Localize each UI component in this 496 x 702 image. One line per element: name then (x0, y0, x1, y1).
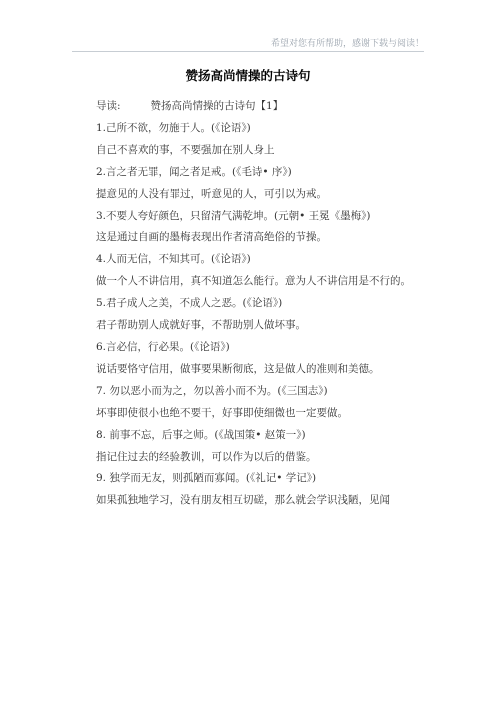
body-line-13: 7. 勿以恶小而为之，勿以善小而不为。(《三国志》) (96, 384, 328, 397)
body-line-1: 1.己所不欲，勿施于人。(《论语》) (96, 121, 251, 134)
body-line-2: 自己不喜欢的事，不要强加在别人身上 (96, 143, 275, 156)
body-line-17: 9. 独学而无友，则孤陋而寡闻。(《礼记• 学记》) (96, 472, 317, 485)
body-line-9: 5.君子成人之美，不成人之恶。(《论语》) (96, 297, 283, 310)
document-body (96, 96, 432, 512)
body-line-15: 8. 前事不忘，后事之师。(《战国策• 赵策一》) (96, 428, 306, 441)
body-line-5: 3.不要人夸好颜色，只留清气满乾坤。(元朝• 王冕《墨梅》) (96, 209, 371, 222)
document-title: 赞扬高尚情操的古诗句 (185, 68, 311, 83)
header-divider (72, 51, 424, 52)
lead-paragraph (96, 96, 432, 118)
header-note: 希望对您有所帮助，感谢下载与阅读！ (270, 39, 424, 49)
lead-text: 赞扬高尚情操的古诗句【1】 (150, 100, 284, 112)
body-line-7: 4.人而无信，不知其可。(《论语》) (96, 253, 251, 266)
body-line-6: 这是通过自画的墨梅表现出作者清高绝俗的节操。 (96, 231, 327, 244)
lead-label: 导读: (96, 100, 121, 112)
body-line-3: 2.言之者无罪，闻之者足戒。(《毛诗• 序》) (96, 165, 292, 178)
body-line-18: 如果孤独地学习，没有朋友相互切磋，那么就会学识浅陋，见闻 (96, 494, 390, 507)
body-line-11: 6.言必信，行必果。(《论语》) (96, 340, 230, 353)
body-line-14: 坏事即使很小也绝不要干，好事即使细微也一定要做。 (96, 406, 348, 419)
body-line-8: 做一个人不讲信用，真不知道怎么能行。意为人不讲信用是不行的。 (96, 275, 411, 288)
body-line-16: 指记住过去的经验教训，可以作为以后的借鉴。 (96, 450, 317, 463)
body-line-4: 提意见的人没有罪过，听意见的人，可引以为戒。 (96, 187, 327, 200)
body-line-12: 说话要恪守信用，做事要果断彻底，这是做人的准则和美德。 (96, 362, 380, 375)
body-line-10: 君子帮助别人成就好事，不帮助别人做坏事。 (96, 319, 306, 332)
